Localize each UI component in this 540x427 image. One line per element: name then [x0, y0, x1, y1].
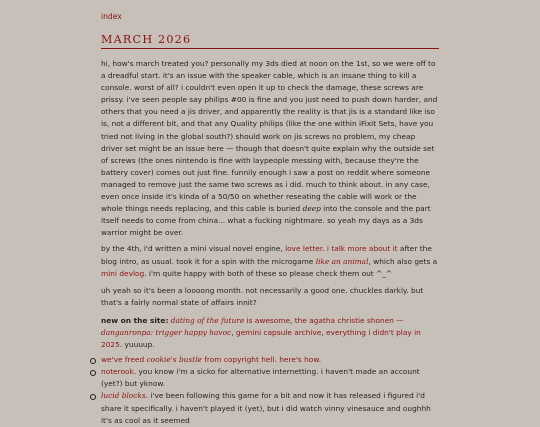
paragraph-3ds-text-2: into the console and the part itself needs to come from china... what a fucking nightmare. so yeah my days as a 3ds warrior might be over.: [101, 204, 431, 238]
paragraph-engine-text-1: by the 4th, i'd written a mini visual novel engine,: [101, 244, 286, 254]
bullet-icon: [90, 370, 96, 376]
paragraph-engine-text-5: . i'm quite happy with both of these so please check them out ^_^: [144, 268, 393, 278]
separator: ,: [290, 315, 295, 325]
paragraph-3ds: [101, 58, 439, 239]
separator: ,: [231, 327, 236, 337]
list-item: [101, 354, 439, 366]
cookies-bustle-link[interactable]: [101, 355, 322, 365]
new-on-site: [101, 315, 439, 351]
paragraph-long-month: uh yeah so it's been a loooong month. not necessarily a good one. chuckles darkly. but that's a fairly normal state of affairs innit?: [101, 285, 424, 307]
noterook-link[interactable]: noterook: [101, 367, 134, 377]
cookies-bustle-title: cookie's bustle: [146, 355, 202, 365]
list-item: [101, 366, 439, 390]
love-letter-link[interactable]: love letter: [285, 244, 323, 254]
post-content: [101, 11, 439, 427]
post-title: MARCH 2026: [101, 33, 439, 49]
agatha-christie-title: the agatha christie shonen —: [294, 315, 404, 325]
dating-of-the-future-link[interactable]: [171, 316, 290, 325]
list-item-tail: .: [318, 355, 322, 365]
noterook-text: . you know i'm a sicko for alternative internetting. i haven't made an account (yet?) but yknow.: [101, 367, 420, 389]
like-an-animal-link[interactable]: like an animal: [315, 256, 369, 266]
lucid-blocks-text: . i've been following this game for a bit and now it has released i figured i'd share it specifically. i haven't played it (yet), but i did watch vinny vinesauce and oughhh it's as cool as it seemed: [101, 391, 431, 425]
paragraph-engine-text-3: after the blog intro, as usual. took it for a spin with the microgame: [101, 244, 432, 266]
new-on-site-tail: . yuuuup.: [119, 340, 155, 350]
index-link[interactable]: index: [101, 12, 122, 21]
dating-of-the-future-title: dating of the future: [170, 315, 245, 325]
danganronpa-title: danganronpa: trigger happy havoc: [101, 327, 232, 337]
links-list: [101, 354, 439, 427]
lucid-blocks-link[interactable]: lucid blocks: [101, 391, 146, 401]
paragraph-engine: [101, 243, 439, 279]
paragraph-3ds-text-1: hi, how's march treated you? personally my 3ds died at noon on the 1st, so we were off to a dreadful start. it's an issue with the speaker cable, which is an insane thing to kill a console. worst of all? i couldn't even open it up to check the damage, these screws are prissy. i've seen people say philips #00 is fine and you just need to push down harder, and others that you need a jis driver, and apparently the reality is that jis is a standard like iso is, not a different bit, and that any Quality philips (like the one within iFixit Sets, have you tried not living in the global south?) should work on jis screws no problem, my cheap driver set might be an issue here — though that doesn't quite explain why the outside set of screws (the ones nintendo is fine with laypeople messing with, because they're the battery cover) comes out just fine. funnily enough i saw a post on reddit where someone managed to remove just the same two screws as i did. much to think about. in any case, even once inside it's kinda of a 50/50 on whether reseating the cable will work or the whole things needs replacing, and this cable is buried: [101, 59, 438, 214]
bullet-icon: [90, 358, 96, 364]
talk-more-link[interactable]: i talk more about it: [326, 244, 398, 254]
didnt-play-link[interactable]: everything i didn't play in 2025: [101, 327, 421, 350]
dating-of-the-future-tail: is awesome: [244, 315, 291, 325]
list-item: [101, 390, 439, 426]
emphasis-deep: deep: [302, 204, 321, 214]
gemini-capsule-link[interactable]: gemini capsule archive: [235, 327, 322, 337]
cookies-bustle-text-1: we've freed: [101, 355, 147, 365]
mini-devlog-link[interactable]: mini devlog: [101, 268, 145, 278]
bullet-icon: [90, 394, 96, 400]
paragraph-engine-text-4: , which also gets a: [368, 256, 438, 266]
cookies-bustle-text-2: from copyright hell. here's how: [201, 355, 319, 365]
paragraph-engine-text-2: .: [322, 244, 327, 254]
new-on-site-label: new on the site:: [101, 315, 169, 325]
separator: ,: [321, 327, 327, 337]
